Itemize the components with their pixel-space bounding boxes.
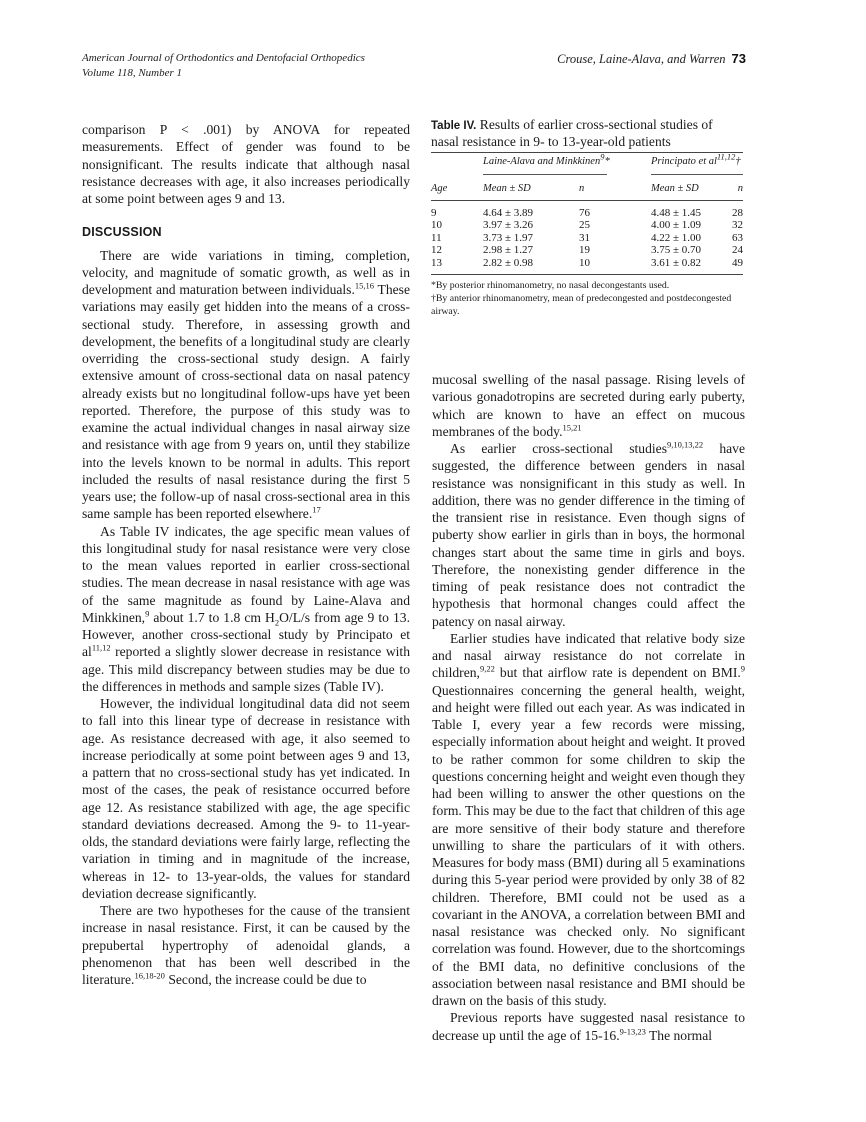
author-names: Crouse, Laine-Alava, and Warren xyxy=(557,52,726,66)
column-header-n: n xyxy=(737,183,743,194)
paragraph-discussion-1: There are wide variations in timing, completion, velocity, and magnitude of somatic growth, as well as in development and maturation between individuals.$^{15,16}$ These variations may easily get hidden into the means of a cross-sectional study. Therefore, in assessing growth and development, the benefits of a longitudinal study are clearly overriding the cross-sectional study design. A fairly extensive amount of cross-sectional data on nasal patency already exists but no longitudinal follow-ups have yet been reported. Therefore, the purpose of this study was to examine the actual individual changes in nasal airway size and resistance with age from 9 years on, until they stabilize into the levels known to be normal in adults. This report included the results of nasal resistance during the first 5 years use; the follow-up of nasal cross-sectional area in this same sample has been reported elsewhere.$^{17}$ xyxy=(82,247,410,522)
citation: 9 xyxy=(740,663,745,674)
citation: 9,10,13,22 xyxy=(667,439,704,450)
table-iv xyxy=(431,117,743,318)
citation: 9 xyxy=(145,608,150,619)
paragraph-continued: mucosal swelling of the nasal passage. Rising levels of various gonadotropins are secreted during early puberty, which are known to have an effect on mucous membranes of the body.$^{15,21}$ xyxy=(432,372,745,439)
group-header-principato: Principato et al$^{11,12}$† xyxy=(651,151,741,167)
volume-issue: Volume 118, Number 1 xyxy=(82,67,183,79)
column-header-mean-sd: Mean ± SD xyxy=(483,183,531,194)
citation: 9-13,23 xyxy=(619,1025,646,1036)
footnote-asterisk: *By posterior rhinomanometry, no nasal decongestants used. xyxy=(431,280,670,292)
results-table xyxy=(431,152,743,275)
table-footnotes xyxy=(431,279,743,318)
footnote-dagger: †By anterior rhinomanometry, mean of predecongested and postdecongested airway. xyxy=(431,293,732,318)
section-heading-discussion: DISCUSSION xyxy=(82,225,162,240)
citation: 16,18-20 xyxy=(134,970,165,981)
subscript: 2 xyxy=(274,617,280,628)
citation: 15,16 xyxy=(354,280,374,291)
table-row: 10 3.97 ± 3.26 25 4.00 ± 1.09 32 xyxy=(431,219,743,232)
journal-title: American Journal of Orthodontics and Dentofacial Orthopedics xyxy=(82,52,365,64)
column-header-age: Age xyxy=(431,183,448,194)
column-header-n: n xyxy=(579,183,585,194)
running-header-authors xyxy=(557,51,746,67)
table-label: Table IV. xyxy=(431,120,477,132)
paragraph-discussion-2: As Table IV indicates, the age specific mean values of this longitudinal study for nasal resistance were very close to the mean values reported in earlier cross-sectional studies. The mean decrease in nasal resistance with age was of the same magnitude as found by Laine-Alava and Minkkinen,$^9$ about 1.7 to 1.8 cm $H_2O/L/s$ from age 9 to 13. However, another cross-sectional study by Principato et al$^{11,12}$ reported a slightly slower decrease in resistance with age. This mild discrepancy between studies may be due to the differences in methods and sample sizes (Table IV). xyxy=(82,523,410,694)
paragraph-gender: As earlier cross-sectional studies$^{9,10,13,22}$ have suggested, the difference between genders in nasal resistance was nonsignificant in this study as well. In addition, there was no gender difference in the timing of the transient rise in resistance. Even though signs of puberty show earlier in girls than in boys, the hormonal changes start about the same time in girls and boys. Therefore, the nonexisting gender difference in the timing of peak resistance does not contradict the hypothesis that hormonal changes could affect the patency on nasal airway. xyxy=(432,439,745,629)
table-row: 13 2.82 ± 0.98 10 3.61 ± 0.82 49 xyxy=(431,256,743,269)
page-number: 73 xyxy=(731,51,746,66)
table-row: 9 4.64 ± 3.89 76 4.48 ± 1.45 28 xyxy=(431,207,743,219)
left-column xyxy=(82,121,410,988)
citation: 9,22 xyxy=(479,663,495,674)
citation: 17 xyxy=(312,504,321,515)
group-header-laine-alava: Laine-Alava and Minkkinen$^9$* xyxy=(483,151,610,167)
paragraph-previous-reports: Previous reports have suggested nasal resistance to decrease up until the age of 15-16.$^{9-13,23}$ The normal xyxy=(432,1010,745,1043)
table-caption: Table IV. Results of earlier cross-sectional studies of nasal resistance in 9- to 13-year-old patients xyxy=(431,117,713,149)
right-column xyxy=(432,371,745,1044)
citation: 11,12 xyxy=(91,642,111,653)
column-header-mean-sd: Mean ± SD xyxy=(651,183,699,194)
paragraph-discussion-3: However, the individual longitudinal data did not seem to fall into this linear type of decrease in resistance with age. As resistance decreased with age, it also seemed to increase periodically at some point between ages 9 and 13, a pattern that no cross-sectional study has yet indicated. In most of the cases, the peak of resistance occurred before age 12. As resistance stabilized with age, the age specific standard deviations decreased. Among the 9- to 11-year-olds, the standard deviations were fairly large, reflecting the variation in timing and in magnitude of the increase, whereas in 12- to 13-year-olds, the values for standard deviation decrease significantly. xyxy=(82,696,410,901)
paragraph-discussion-4: There are two hypotheses for the cause of the transient increase in nasal resistance. First, it can be caused by the prepubertal hypertrophy of adenoidal glands, a phenomenon that has been well described in the literature.$^{16,18-20}$ Second, the increase could be due to xyxy=(82,903,410,987)
table-row: 11 3.73 ± 1.97 31 4.22 ± 1.00 63 xyxy=(431,231,743,244)
paragraph-bmi: Earlier studies have indicated that relative body size and nasal airway resistance do not correlate in children,$^{9,22}$ but that airflow rate is dependent on BMI.$^9$ Questionnaires concerning the general health, weight, and height were filled out each year. As was indicated in Table I, every year a few records were missing, especially information about height and weight. It proved to be rather common for some children to skip the questions concerning height and weight even though they had been willing to answer the other questions on the form. This may be due to the fact that children of this age are more sensitive of their body stature and therefore unwilling to share the particulars of it with others. Measures for body mass (BMI) during all 5 examinations during this 5-year period were provided by only 38 of 82 children. Therefore, BMI could not be used as a covariant in the ANOVA, a correlation between BMI and nasal resistance was checked only. No significant correlation was found. However, due to the shortcomings of the BMI data, no definitive conclusions of the association between nasal resistance and BMI should be drawn on the basis of this study. xyxy=(432,630,745,1008)
running-header-journal xyxy=(82,51,365,81)
table-row: 12 2.98 ± 1.27 19 3.75 ± 0.70 24 xyxy=(431,244,743,257)
citation: 15,21 xyxy=(562,422,582,433)
paragraph-results-end: comparison P < .001) by ANOVA for repeated measurements. Effect of gender was found to be nonsignificant. The results indicate that although nasal resistance decreases with age, it also increases periodically at some point between ages 9 and 13. xyxy=(82,122,410,206)
